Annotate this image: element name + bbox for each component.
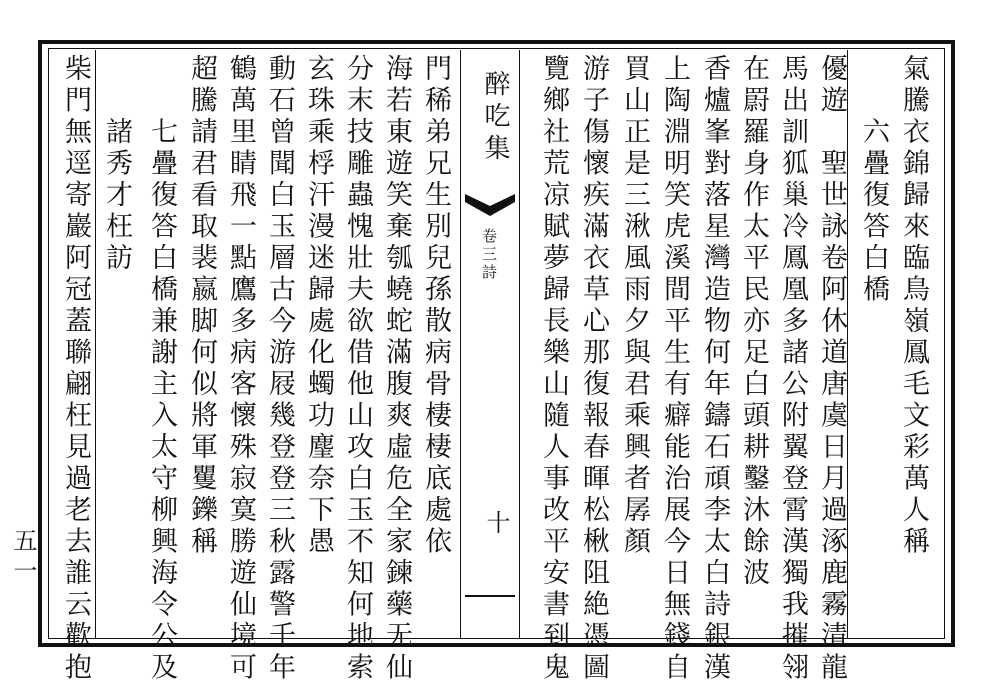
leaf-number: 十 xyxy=(482,510,510,534)
centre-fold-strip xyxy=(460,50,520,638)
text-column-7: 上陶淵明笑虎溪間平生有癖能治展今日無錢自 xyxy=(659,54,690,684)
text-column-18: 七疊復答白橋兼謝主入太守柳興海令公及 xyxy=(146,54,177,684)
book-title: 醉吃集 xyxy=(480,70,510,166)
text-column-11: 門稀弟兄生別兒孫散病骨棲棲底處依 xyxy=(420,54,451,558)
volume-label: 卷三詩 xyxy=(480,228,498,282)
text-column-1: 氣騰衣錦歸來臨鳥嶺鳳毛文彩萬人稱 xyxy=(898,54,929,558)
text-column-12: 海若東遊笑棄瓠蟯蛇滿腹爽虛危全家鍊藥无仙 xyxy=(381,54,412,684)
column-rule xyxy=(847,50,848,638)
text-column-20: 柴門無逕寄巖阿冠蓋聯翩枉見過老去誰云歡抱 xyxy=(60,54,91,684)
page-number: 五一 xyxy=(9,528,37,588)
text-column-5: 在罻羅身作太平民亦足白頭耕鑿沐餘波 xyxy=(738,54,769,590)
text-column-6: 香爐峯對落星灣造物何年鑄石頑李太白詩銀漢 xyxy=(699,54,730,684)
text-column-14: 玄珠乘桴汗漫迷歸處化蠋功麈奈下愚 xyxy=(303,54,334,558)
text-column-8: 買山正是三湫風雨夕與君乘興者孱顏 xyxy=(619,54,650,558)
text-column-9: 游子傷懷疾滿衣草心那復報春暉松楸阻絶憑圖 xyxy=(578,54,609,684)
text-column-17: 超騰請君看取裴嬴脚何似將軍矍鑠稱 xyxy=(186,54,217,558)
text-column-13: 分末技雕蟲愧壯夫欲借他山攻白玉不知何地索 xyxy=(342,54,373,684)
text-column-19: 諸秀才枉訪 xyxy=(101,54,132,275)
text-column-16: 鶴萬里睛飛一點鷹多病客懷殊寂寞勝遊仙境可 xyxy=(225,54,256,684)
fishtail-mark-icon xyxy=(465,190,515,220)
column-rule xyxy=(95,50,96,638)
text-column-10: 覽鄉社荒凉賦夢歸長樂山隨人事改平安書到鬼 xyxy=(538,54,569,684)
text-column-4: 馬出訓狐巢冷鳳凰多諸公附翼登霄漢獨我摧翎 xyxy=(777,54,808,684)
text-column-2: 六疊復答白橋 xyxy=(858,54,889,306)
fold-rule xyxy=(465,595,515,597)
text-column-15: 動石曾聞白玉層古今游屐幾登登三秋露警千年 xyxy=(264,54,295,684)
text-column-3: 優遊 聖世詠卷阿休道唐虞日月過涿鹿霧清龍 xyxy=(816,54,847,684)
